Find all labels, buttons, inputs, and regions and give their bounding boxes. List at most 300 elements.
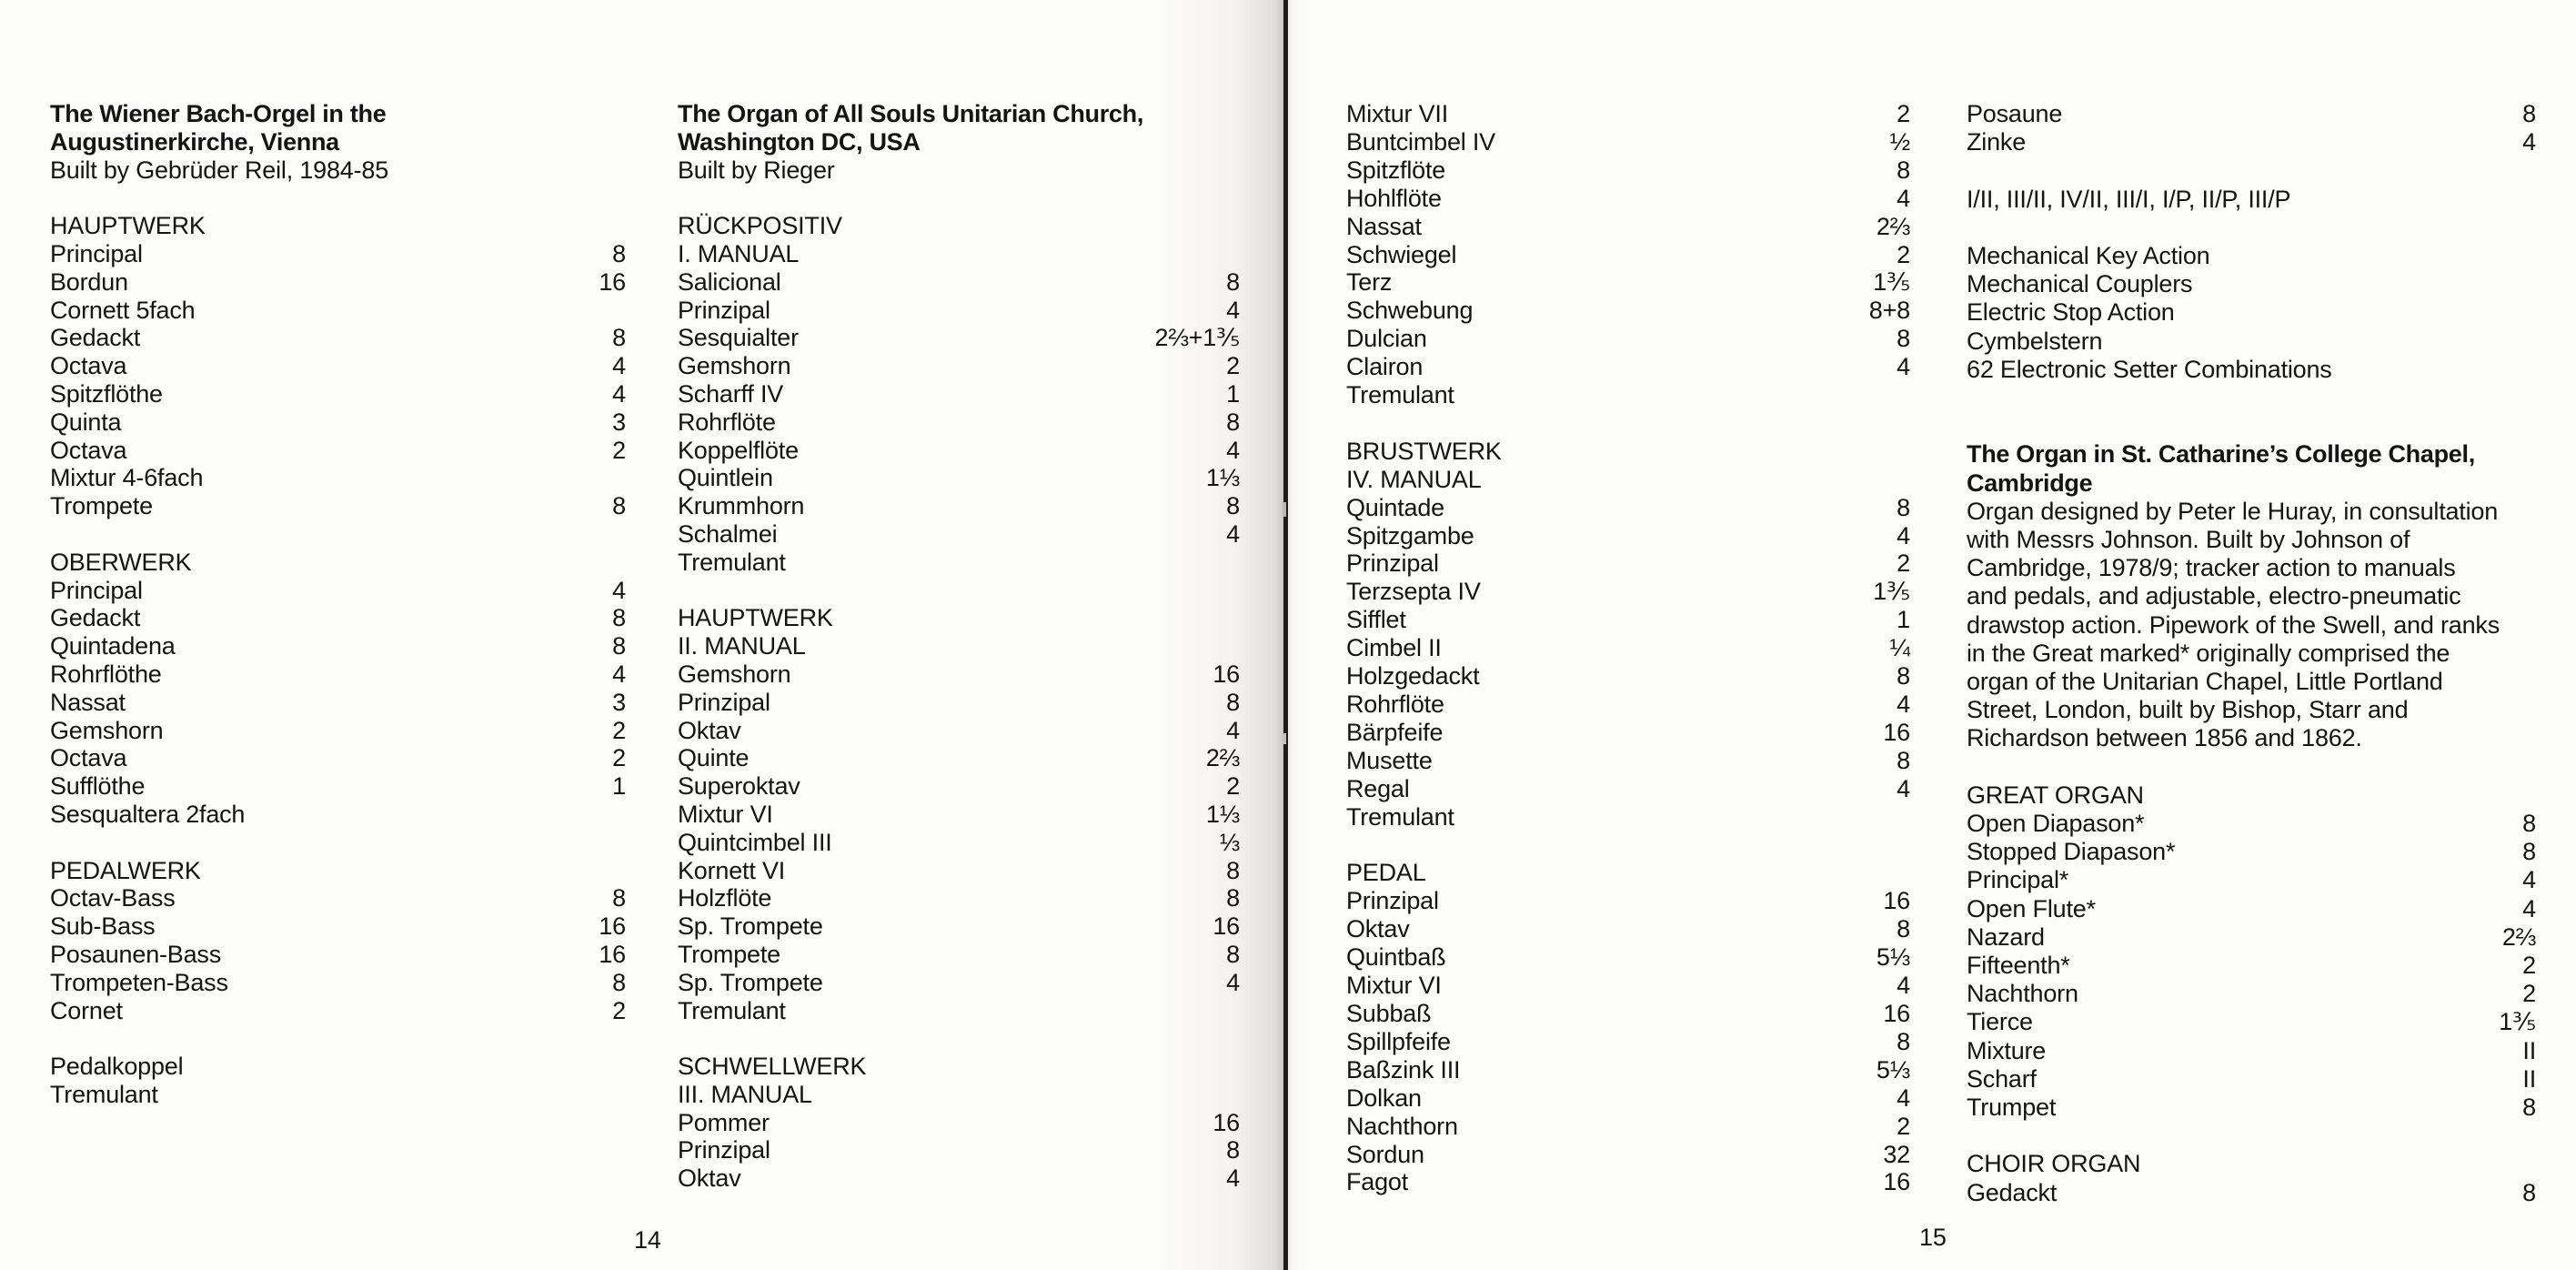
stop-name: Clairon: [1346, 353, 1424, 381]
stop-row: [1346, 578, 1910, 606]
stop-name: Gemshorn: [678, 660, 791, 688]
block-lines: [50, 1053, 626, 1109]
stop-pitch: 8: [1897, 156, 1910, 184]
organ-description-line: Built by Rieger: [678, 156, 835, 184]
stop-pitch: 2: [1226, 772, 1240, 801]
stop-pitch: 8: [1226, 940, 1240, 968]
block-lines: [1967, 186, 2536, 214]
stop-name: Superoktav: [678, 772, 800, 801]
stop-row: [1346, 803, 1910, 832]
stop-name: Nachthorn: [1967, 980, 2078, 1008]
stop-name: Posaunen-Bass: [50, 940, 222, 968]
stop-pitch: 8: [612, 239, 626, 267]
stop-name: Sp. Trompete: [678, 912, 823, 941]
stop-pitch: 16: [1883, 718, 1910, 746]
column-all-souls-part1: [678, 100, 1240, 1193]
stop-pitch: 8: [612, 632, 626, 660]
stop-row: [1967, 1037, 2536, 1065]
stop-row: [1967, 866, 2536, 894]
stop-name: Gemshorn: [678, 352, 791, 380]
stop-row: [1346, 690, 1910, 719]
stop-row: [1967, 1008, 2536, 1036]
stop-name: Trompete: [678, 940, 780, 968]
stop-name: Hohlflöte: [1346, 184, 1442, 212]
division-heading: OBERWERK: [50, 548, 192, 576]
stop-row: [50, 997, 626, 1025]
stop-name: Buntcimbel IV: [1346, 127, 1495, 156]
stop-name: Oktav: [678, 716, 741, 744]
stop-row: [1346, 887, 1910, 915]
stop-row: [50, 492, 626, 520]
stop-pitch: 2: [612, 716, 626, 744]
stop-name: Nazard: [1967, 922, 2045, 951]
stop-pitch: 2: [1897, 240, 1910, 268]
stop-name: Spitzflöte: [1346, 156, 1446, 184]
stop-row: [50, 464, 626, 492]
stop-name: Trompeten-Bass: [50, 968, 228, 996]
stop-name: Nachthorn: [1346, 1112, 1458, 1140]
stop-row: [678, 408, 1240, 437]
stop-row: [1346, 1056, 1910, 1084]
text-line: Mechanical Couplers: [1967, 270, 2193, 298]
stop-row: [1346, 972, 1910, 1000]
stop-pitch: 8: [612, 968, 626, 996]
stop-name: Gedackt: [50, 324, 141, 352]
stop-name: Mixture: [1967, 1036, 2047, 1064]
division-heading: BRUSTWERK: [1346, 437, 1502, 465]
stop-pitch: [1231, 997, 1240, 1025]
stop-pitch: 1: [612, 772, 626, 801]
division-heading: RÜCKPOSITIV: [678, 212, 842, 240]
stop-pitch: II: [2522, 1036, 2536, 1064]
stop-row: [1346, 1084, 1910, 1113]
stop-name: Principal: [50, 239, 143, 267]
stop-pitch: 8: [1897, 746, 1910, 774]
stop-row: [678, 829, 1240, 857]
stop-row: [1346, 268, 1910, 297]
stop-row: [1346, 943, 1910, 972]
stop-pitch: 2: [1897, 100, 1910, 127]
organ-description-line: Organ designed by Peter le Huray, in consultation: [1967, 497, 2499, 525]
organ-description-line: organ of the Unitarian Chapel, Little Portland: [1967, 668, 2443, 696]
stop-row: [678, 380, 1240, 408]
stop-name: Gemshorn: [50, 716, 164, 744]
stop-name: Scharf: [1967, 1064, 2037, 1093]
stop-row: [678, 884, 1240, 912]
stop-pitch: 16: [1213, 1108, 1240, 1136]
stop-row: [50, 912, 626, 941]
stop-name: Cornett 5fach: [50, 296, 196, 324]
stop-row: [50, 941, 626, 969]
block-stops: [1967, 1150, 2536, 1206]
block-stops: [1346, 859, 1910, 1196]
stop-pitch: 8: [1897, 325, 1910, 353]
stop-pitch: 8: [612, 324, 626, 352]
stop-row: [678, 997, 1240, 1025]
stop-pitch: 2: [612, 436, 626, 464]
stop-row: [1346, 1141, 1910, 1169]
stop-row: [1967, 952, 2536, 980]
stop-pitch: 8: [612, 884, 626, 912]
stop-row: [1346, 915, 1910, 943]
stop-pitch: [1901, 803, 1910, 832]
stop-pitch: [617, 801, 626, 829]
stop-pitch: [617, 464, 626, 492]
stop-row: [678, 297, 1240, 325]
stop-name: Sub-Bass: [50, 912, 156, 941]
stop-pitch: II: [2522, 1064, 2536, 1093]
stop-name: Schwebung: [1346, 297, 1474, 325]
text-line: Pedalkoppel: [50, 1053, 184, 1081]
stop-row: [678, 689, 1240, 717]
stop-pitch: 8: [1226, 1136, 1240, 1164]
stop-row: [1346, 606, 1910, 634]
stop-pitch: [1901, 381, 1910, 409]
stop-pitch: 8: [1897, 1027, 1910, 1055]
stop-pitch: 8: [2522, 1178, 2536, 1206]
stop-pitch: 4: [612, 379, 626, 408]
stop-row: [50, 772, 626, 801]
stop-row: [1967, 838, 2536, 866]
stop-pitch: 4: [612, 660, 626, 688]
text-line: Electric Stop Action: [1967, 298, 2175, 327]
stop-pitch: 4: [1897, 521, 1910, 549]
stop-row: [50, 884, 626, 912]
stop-name: Fagot: [1346, 1168, 1409, 1196]
stop-pitch: 1⅗: [1873, 268, 1910, 297]
organ-description-line: Street, London, built by Bishop, Starr and: [1967, 696, 2409, 724]
stop-pitch: 8: [2522, 838, 2536, 866]
stop-pitch: 4: [1897, 1084, 1910, 1112]
stop-name: Principal: [50, 576, 143, 604]
stop-name: Spillpfeife: [1346, 1027, 1451, 1055]
stop-pitch: 16: [1883, 1168, 1910, 1196]
stop-pitch: 16: [1883, 999, 1910, 1027]
stop-row: [678, 1109, 1240, 1137]
stop-row: [1346, 494, 1910, 522]
stop-name: Quinta: [50, 408, 122, 436]
stop-row: [50, 324, 626, 352]
stop-pitch: 8: [1226, 267, 1240, 296]
stop-pitch: 2: [612, 744, 626, 772]
division-heading: II. MANUAL: [678, 632, 806, 660]
book-spine-gutter: [1283, 0, 1288, 1270]
text-line: Mechanical Key Action: [1967, 241, 2210, 269]
stop-name: Quintadena: [50, 632, 176, 660]
stop-row: [50, 380, 626, 408]
stop-name: Sesqualtera 2fach: [50, 800, 246, 828]
stop-pitch: 2: [612, 996, 626, 1024]
stop-pitch: 1⅓: [1205, 464, 1240, 492]
stop-pitch: 1: [1226, 379, 1240, 408]
division-heading: HAUPTWERK: [50, 212, 206, 240]
stop-pitch: 16: [599, 912, 626, 941]
stop-pitch: 8: [2522, 1094, 2536, 1122]
stop-row: [678, 1164, 1240, 1193]
stop-name: Kornett VI: [678, 856, 786, 884]
stop-row: [1346, 213, 1910, 241]
stop-name: Spitzflöthe: [50, 379, 163, 408]
stop-pitch: 1: [1897, 606, 1910, 634]
stop-pitch: [617, 297, 626, 325]
stop-pitch: 4: [1897, 184, 1910, 212]
stop-pitch: 4: [1897, 353, 1910, 381]
stop-name: Rohrflöthe: [50, 660, 162, 688]
stop-pitch: 3: [612, 408, 626, 436]
stop-pitch: 2: [1226, 352, 1240, 380]
stop-name: Schwiegel: [1346, 240, 1457, 268]
stop-name: Zinke: [1967, 128, 2027, 156]
organ-description-line: drawstop action. Pipework of the Swell, and ranks: [1967, 610, 2501, 639]
stop-name: Krummhorn: [678, 492, 805, 520]
stop-name: Scharff IV: [678, 379, 784, 408]
stop-row: [1967, 980, 2536, 1008]
stop-name: Sordun: [1346, 1140, 1424, 1168]
stop-row: [1967, 923, 2536, 952]
stop-row: [1967, 1179, 2536, 1207]
stop-row: [678, 801, 1240, 829]
stop-row: [678, 268, 1240, 297]
stop-row: [1346, 100, 1910, 128]
stop-row: [1346, 353, 1910, 381]
stop-name: Bärpfeife: [1346, 718, 1444, 746]
stop-name: Bordun: [50, 267, 128, 296]
division-heading: HAUPTWERK: [678, 604, 833, 632]
block-stops: [1346, 438, 1910, 832]
stop-name: Mixtur 4-6fach: [50, 464, 204, 492]
stop-row: [50, 744, 626, 772]
stop-pitch: 4: [1226, 436, 1240, 464]
stop-pitch: 2⅔+1⅗: [1154, 324, 1240, 352]
division-heading: PEDAL: [1346, 859, 1426, 887]
stop-row: [50, 297, 626, 325]
stop-pitch: 4: [1226, 296, 1240, 324]
stop-pitch: 2⅔: [1876, 212, 1910, 240]
text-line: I/II, III/II, IV/II, III/I, I/P, II/P, III/P: [1967, 185, 2291, 213]
stop-row: [50, 969, 626, 997]
block-stops: [50, 212, 626, 520]
stop-name: Dulcian: [1346, 325, 1427, 353]
stop-name: Fifteenth*: [1967, 952, 2070, 980]
stop-pitch: 4: [1226, 519, 1240, 548]
text-line: 62 Electronic Setter Combinations: [1967, 355, 2332, 383]
stop-name: Pommer: [678, 1108, 770, 1136]
stop-name: Posaune: [1967, 100, 2063, 127]
stop-pitch: 8: [1897, 493, 1910, 521]
stop-name: Mixtur VII: [1346, 100, 1449, 127]
stop-pitch: 4: [1897, 690, 1910, 719]
stop-pitch: 5⅓: [1876, 1055, 1910, 1084]
stop-row: [50, 632, 626, 660]
stop-row: [1967, 1065, 2536, 1094]
stop-row: [678, 744, 1240, 772]
stop-pitch: 8: [2522, 810, 2536, 838]
stop-name: Tremulant: [1346, 802, 1454, 831]
stop-name: Rohrflöte: [1346, 690, 1444, 719]
stop-name: Holzflöte: [678, 884, 772, 912]
block-title: [1967, 440, 2536, 752]
stop-name: Prinzipal: [1346, 549, 1439, 578]
stop-pitch: 16: [599, 940, 626, 968]
stop-name: Trompete: [50, 492, 153, 520]
stop-name: Tremulant: [678, 996, 786, 1024]
stop-row: [678, 352, 1240, 380]
stop-row: [1346, 241, 1910, 269]
block-title: [678, 100, 1240, 184]
organ-description-line: Cambridge, 1978/9; tracker action to manuals: [1967, 554, 2456, 582]
stop-name: Subbaß: [1346, 999, 1432, 1027]
stop-name: Gedackt: [50, 604, 141, 632]
stop-pitch: ¼: [1889, 634, 1910, 662]
stop-name: Nassat: [50, 688, 126, 716]
stop-pitch: 8: [1897, 915, 1910, 943]
block-lines: [1967, 242, 2536, 384]
stop-row: [1346, 634, 1910, 662]
division-heading: I. MANUAL: [678, 239, 800, 267]
stop-name: Spitzgambe: [1346, 521, 1474, 549]
stop-name: Quintlein: [678, 464, 773, 492]
organ-description-line: with Messrs Johnson. Built by Johnson of: [1967, 526, 2410, 553]
stop-row: [678, 660, 1240, 689]
stop-name: Rohrflöte: [678, 408, 776, 436]
stop-row: [1346, 719, 1910, 747]
stop-name: Quintcimbel III: [678, 828, 832, 856]
stop-row: [678, 772, 1240, 801]
stop-name: Prinzipal: [678, 1136, 770, 1164]
stop-name: Oktav: [678, 1164, 741, 1193]
stop-pitch: 4: [2522, 894, 2536, 922]
stop-name: Dolkan: [1346, 1084, 1422, 1112]
stop-name: Tierce: [1967, 1008, 2033, 1036]
page-number-right: 15: [1919, 1224, 1947, 1251]
stop-name: Nassat: [1346, 212, 1422, 240]
stop-row: [1346, 1000, 1910, 1028]
stop-pitch: 2⅔: [1205, 744, 1240, 772]
stop-name: Mixtur VI: [678, 800, 773, 828]
stop-name: Holzgedackt: [1346, 662, 1480, 690]
stop-pitch: 8: [1226, 492, 1240, 520]
stop-name: Quintbaß: [1346, 943, 1446, 972]
block-stops: [678, 212, 1240, 576]
organ-description-line: and pedals, and adjustable, electro-pneumatic: [1967, 582, 2461, 610]
stop-name: Octav-Bass: [50, 884, 176, 912]
stop-pitch: 4: [612, 352, 626, 380]
stop-pitch: 8: [612, 604, 626, 632]
stop-pitch: 16: [1883, 887, 1910, 915]
stop-row: [50, 408, 626, 437]
stop-name: Sifflet: [1346, 606, 1406, 634]
block-stops: [678, 1053, 1240, 1193]
stop-pitch: 8: [1897, 662, 1910, 690]
stop-row: [678, 912, 1240, 941]
division-heading: IV. MANUAL: [1346, 465, 1482, 493]
stop-pitch: 2⅔: [2501, 922, 2536, 951]
stop-pitch: 4: [2522, 866, 2536, 894]
stop-row: [1346, 381, 1910, 409]
stop-row: [1967, 128, 2536, 156]
organ-title-line: Washington DC, USA: [678, 127, 921, 156]
stop-row: [50, 689, 626, 717]
stop-row: [1346, 185, 1910, 213]
stop-pitch: 8: [1226, 856, 1240, 884]
stop-pitch: 4: [2522, 128, 2536, 156]
block-stops: [1967, 781, 2536, 1122]
stop-row: [1967, 1094, 2536, 1122]
stop-name: Gedackt: [1967, 1178, 2058, 1206]
column-wiener-bach-orgel: [50, 100, 626, 1109]
stop-row: [678, 520, 1240, 549]
stop-pitch: 4: [1226, 716, 1240, 744]
stop-row: [1346, 1168, 1910, 1196]
organ-title-line: The Wiener Bach-Orgel in the: [50, 100, 387, 127]
stop-name: Prinzipal: [678, 296, 770, 324]
stop-name: Sufflöthe: [50, 772, 146, 801]
stop-name: Koppelflöte: [678, 436, 799, 464]
block-stops: [50, 549, 626, 829]
stop-pitch: 4: [1226, 968, 1240, 996]
stop-name: Principal*: [1967, 866, 2069, 894]
stop-name: Tremulant: [1346, 381, 1454, 409]
organ-title-line: The Organ of All Souls Unitarian Church,: [678, 100, 1144, 127]
stop-name: Musette: [1346, 746, 1433, 774]
stop-name: Quintade: [1346, 493, 1444, 521]
organ-description-line: Richardson between 1856 and 1862.: [1967, 724, 2362, 752]
stop-name: Trumpet: [1967, 1094, 2057, 1122]
stop-pitch: 4: [1226, 1164, 1240, 1193]
page-number-left: 14: [634, 1226, 661, 1254]
stop-pitch: 1⅓: [1205, 800, 1240, 828]
stop-name: Salicional: [678, 267, 781, 296]
stop-row: [50, 437, 626, 465]
stop-row: [1346, 775, 1910, 803]
stop-row: [50, 240, 626, 268]
stop-name: Octava: [50, 744, 127, 772]
stop-name: Open Flute*: [1967, 894, 2096, 922]
stop-row: [1346, 747, 1910, 775]
text-line: Tremulant: [50, 1080, 158, 1108]
block-stops: [1967, 100, 2536, 156]
block-title: [50, 100, 626, 184]
stop-name: Cimbel II: [1346, 634, 1442, 662]
stop-name: Tremulant: [678, 548, 786, 576]
stop-name: Terzsepta IV: [1346, 578, 1481, 606]
stop-name: Regal: [1346, 774, 1410, 802]
stop-row: [1346, 325, 1910, 353]
stop-row: [1346, 662, 1910, 690]
stop-pitch: 2: [2522, 952, 2536, 980]
stop-row: [678, 969, 1240, 997]
stop-row: [678, 464, 1240, 492]
stop-row: [678, 717, 1240, 745]
stop-name: Quinte: [678, 744, 750, 772]
organ-description-line: in the Great marked* originally comprised the: [1967, 639, 2450, 667]
stop-row: [1346, 1113, 1910, 1141]
stop-pitch: 8+8: [1868, 297, 1910, 325]
stop-pitch: 8: [2522, 100, 2536, 127]
stop-pitch: 2: [2522, 980, 2536, 1008]
stop-row: [678, 324, 1240, 352]
stop-row: [678, 492, 1240, 520]
stop-pitch: 8: [1226, 408, 1240, 436]
stop-pitch: 4: [612, 576, 626, 604]
organ-title-line: The Organ in St. Catharine’s College Chapel,: [1967, 440, 2475, 469]
stop-row: [50, 801, 626, 829]
stop-pitch: 5⅓: [1876, 943, 1910, 972]
stop-row: [50, 717, 626, 745]
stop-pitch: 8: [1226, 688, 1240, 716]
column-st-catharines: [1967, 100, 2536, 1207]
stop-name: Sp. Trompete: [678, 968, 823, 996]
